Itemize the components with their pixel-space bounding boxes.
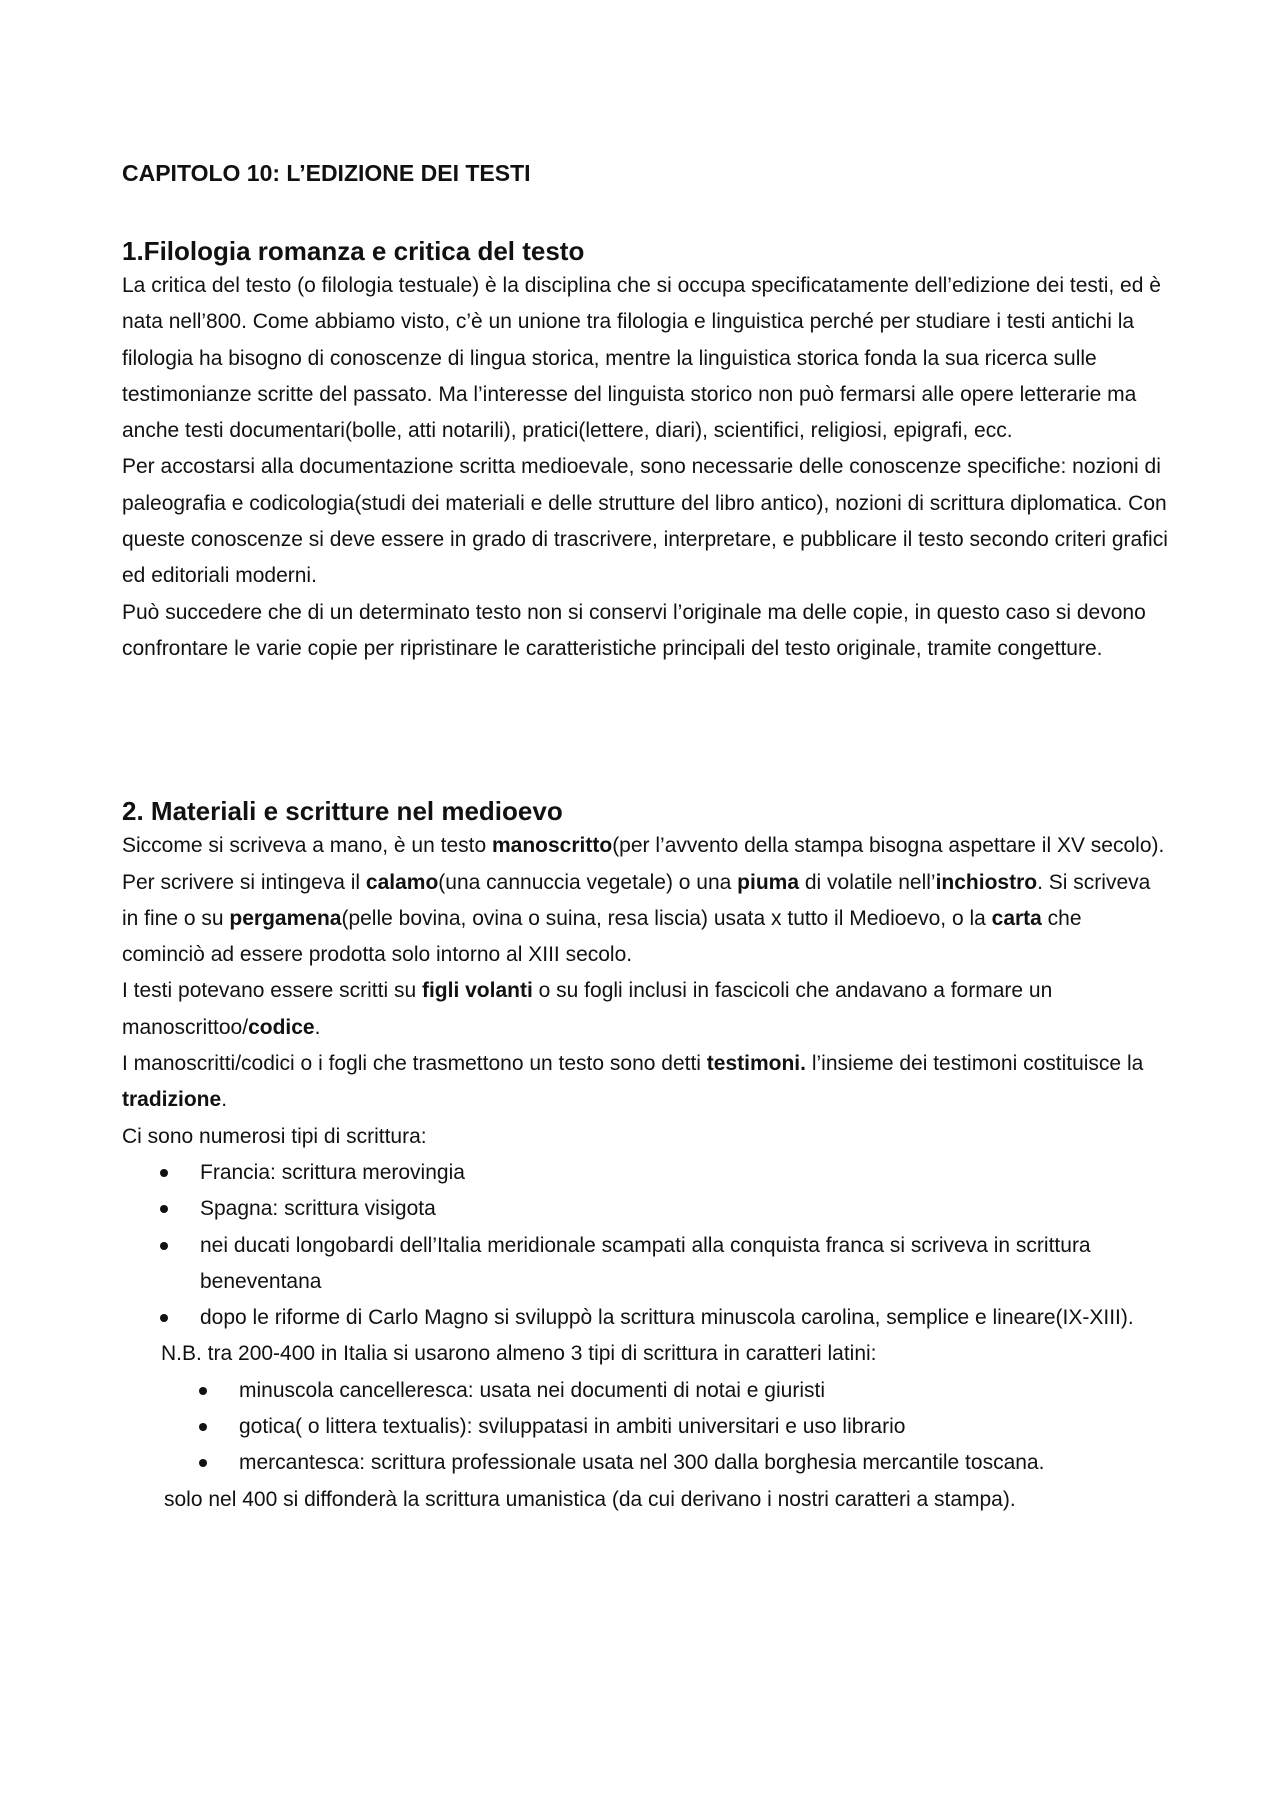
text-run: I testi potevano essere scritti su [122, 979, 422, 1003]
scripts-intro: Ci sono numerosi tipi di scrittura: [122, 1124, 427, 1148]
list-item-text: minuscola cancelleresca: usata nei documenti di notai e giuristi [239, 1378, 825, 1402]
text-run: . Si scriveva in fine o su [122, 870, 1151, 930]
text-run: I manoscritti/codici o i fogli che trasmettono un testo sono detti [122, 1052, 707, 1076]
list-item [200, 1228, 1170, 1301]
list-item-text: gotica( o littera textualis): sviluppatasi in ambiti universitari e uso librario [239, 1415, 906, 1439]
bullet-icon [160, 1314, 168, 1322]
term-calamo: calamo [365, 870, 439, 894]
section-2-paragraph-1 [122, 828, 1170, 973]
term-manoscritto: manoscritto [492, 834, 613, 858]
section-1-paragraph-1: La critica del testo (o filologia testuale) è la disciplina che si occupa specificatamente dell’edizione dei testi, ed è nata nell’800. Come abbiamo visto, c’è un unione tra filologia e linguistica perché per studiare i testi antichi la filologia ha bisogno di conoscenze di lingua storica, mentre la linguistica storica fonda la sua ricerca sulle testimonianze scritte del passato. Ma l’interesse del linguista storico non può fermarsi alle opere letterarie ma anche testi documentari(bolle, atti notarili), pratici(lettere, diari), scientifici, religiosi, epigrafi, ecc. [122, 274, 1161, 443]
list-item-text: Spagna: scrittura visigota [200, 1197, 436, 1221]
term-inchiostro: inchiostro [935, 870, 1038, 894]
list-item-text: mercantesca: scrittura professionale usata nel 300 dalla borghesia mercantile toscana. [239, 1451, 1045, 1475]
term-piuma: piuma [737, 870, 800, 894]
scripts-list [122, 1155, 1170, 1336]
text-run: o su fogli inclusi in fascicoli che andavano a formare un manoscrittoo/ [122, 979, 1053, 1039]
closing-note: solo nel 400 si diffonderà la scrittura umanistica (da cui derivano i nostri caratteri a stampa). [164, 1487, 1016, 1511]
term-tradizione: tradizione [122, 1088, 222, 1112]
text-run: . [314, 1015, 321, 1039]
section-2-paragraph-3 [122, 1046, 1170, 1119]
term-testimoni: testimoni. [706, 1052, 806, 1076]
bullet-icon [199, 1387, 207, 1395]
list-item [200, 1300, 1170, 1336]
term-figli-volanti: figli volanti [421, 979, 533, 1003]
text-run: che cominciò ad essere prodotta solo intorno al XIII secolo. [122, 906, 1082, 967]
text-run: (per l’avvento della stampa bisogna aspettare il XV secolo). Per scrivere si intingeva il [122, 834, 1165, 894]
list-item [200, 1191, 1170, 1227]
section-2-heading: 2. Materiali e scritture nel medioevo [122, 796, 563, 827]
document-title: CAPITOLO 10: L’EDIZIONE DEI TESTI [122, 160, 531, 186]
text-run: Siccome si scriveva a mano, è un testo [122, 834, 492, 858]
latin-scripts-list [122, 1373, 1170, 1482]
bullet-icon [199, 1423, 207, 1431]
term-pergamena: pergamena [229, 906, 342, 930]
list-item [239, 1409, 1170, 1445]
bullet-icon [199, 1459, 207, 1467]
text-run: (una cannuccia vegetale) o una [438, 870, 738, 894]
term-codice: codice [248, 1015, 315, 1039]
section-2-paragraph-2 [122, 973, 1170, 1046]
list-item [200, 1155, 1170, 1191]
term-carta: carta [991, 906, 1042, 930]
section-1-paragraph-2: Per accostarsi alla documentazione scritta medioevale, sono necessarie delle conoscenze specifiche: nozioni di paleografia e codicologia(studi dei materiali e delle strutture del libro antico), nozioni di scrittura diplomatica. Con queste conoscenze si deve essere in grado di trascrivere, interpretare, e pubblicare il testo secondo criteri grafici ed editoriali moderni. [122, 455, 1168, 588]
list-item-text: dopo le riforme di Carlo Magno si sviluppò la scrittura minuscola carolina, semplice e lineare(IX-XIII). [200, 1306, 1134, 1330]
text-run: di volatile nell’ [799, 870, 936, 894]
bullet-icon [160, 1205, 168, 1213]
text-run: (pelle bovina, ovina o suina, resa liscia) usata x tutto il Medioevo, o la [341, 906, 992, 930]
section-1-paragraph-3: Può succedere che di un determinato testo non si conservi l’originale ma delle copie, in questo caso si devono confrontare le varie copie per ripristinare le caratteristiche principali del testo originale, tramite congetture. [122, 600, 1146, 660]
bullet-icon [160, 1169, 168, 1177]
list-item [239, 1445, 1170, 1481]
section-1-heading: 1.Filologia romanza e critica del testo [122, 236, 585, 266]
nb-note: N.B. tra 200-400 in Italia si usarono almeno 3 tipi di scrittura in caratteri latini: [161, 1342, 877, 1366]
text-run: l’insieme dei testimoni costituisce la [805, 1052, 1144, 1076]
bullet-icon [160, 1242, 168, 1250]
list-item-text: nei ducati longobardi dell’Italia meridionale scampati alla conquista franca si scriveva in scrittura beneventana [200, 1233, 1091, 1293]
list-item [239, 1373, 1170, 1409]
text-run: . [221, 1088, 228, 1112]
list-item-text: Francia: scrittura merovingia [200, 1160, 465, 1184]
